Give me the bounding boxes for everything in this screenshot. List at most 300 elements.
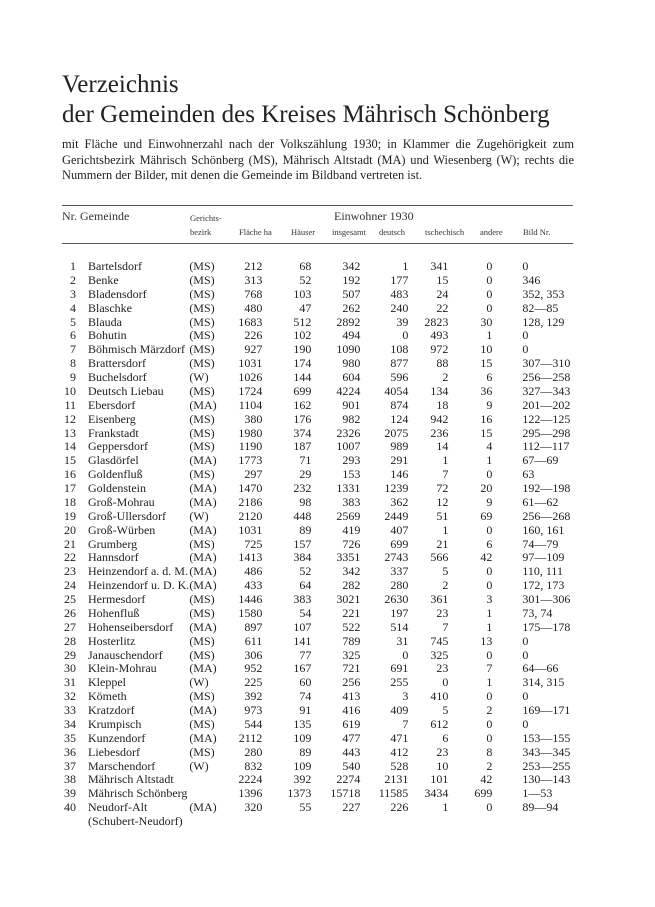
- row-number: 33: [64, 703, 76, 717]
- gemeinde-name: Bohutin: [88, 328, 127, 343]
- gerichtsbezirk: (MS): [189, 272, 215, 287]
- row-number: 9: [70, 370, 76, 384]
- gerichtsbezirk: (MS): [189, 425, 215, 440]
- einwohner-tschechisch: [408, 815, 448, 829]
- row-number: 7: [70, 342, 76, 357]
- table-row: [62, 551, 570, 565]
- gerichtsbezirk: (MA): [189, 619, 217, 634]
- einwohner-tschechisch: 88: [436, 356, 449, 371]
- einwohner-deutsch: 362: [390, 494, 409, 509]
- einwohner-andere: 1: [486, 605, 493, 620]
- table-row: [62, 773, 570, 787]
- page-title-line-2: der Gemeinden des Kreises Mährisch Schönberg: [62, 101, 550, 128]
- einwohner-insgesamt: 443: [342, 744, 361, 759]
- einwohner-deutsch: 197: [390, 605, 409, 620]
- gemeinde-name: Marschendorf: [88, 758, 156, 773]
- einwohner-tschechisch: 1: [442, 453, 449, 468]
- einwohner-deutsch: 1: [402, 259, 409, 273]
- flaeche-ha: 1190: [238, 439, 263, 454]
- gerichtsbezirk: (MA): [189, 578, 217, 593]
- einwohner-andere: [448, 815, 492, 829]
- table-row: [62, 288, 570, 302]
- gemeinde-name: Mährisch Altstadt: [88, 772, 174, 787]
- haeuser: 174: [293, 356, 312, 371]
- haeuser: 47: [299, 300, 312, 315]
- bild-nr: 130—143: [522, 772, 571, 787]
- table-row: [62, 690, 570, 704]
- einwohner-insgesamt: 192: [342, 272, 361, 287]
- table-row: [62, 746, 570, 760]
- gemeinde-name: Heinzendorf a. d. M.: [88, 564, 188, 579]
- gerichtsbezirk: (MS): [189, 744, 215, 759]
- einwohner-insgesamt: 1331: [336, 481, 361, 495]
- row-number: 20: [64, 522, 76, 537]
- bild-nr: 314, 315: [522, 675, 565, 690]
- gemeinde-name: Goldenfluß: [88, 467, 143, 482]
- einwohner-deutsch: 7: [402, 716, 409, 731]
- einwohner-deutsch: 989: [390, 439, 409, 454]
- einwohner-andere: 0: [486, 564, 493, 579]
- gerichtsbezirk: [189, 815, 229, 829]
- gemeinde-name: Neudorf-Alt: [88, 800, 148, 815]
- flaeche-ha: 306: [244, 647, 263, 662]
- einwohner-andere: 6: [486, 370, 493, 384]
- einwohner-deutsch: 407: [390, 522, 409, 537]
- flaeche-ha: 897: [244, 619, 263, 634]
- einwohner-andere: 0: [486, 467, 493, 482]
- einwohner-deutsch: 226: [390, 800, 409, 815]
- flaeche-ha: 2112: [238, 730, 263, 745]
- einwohner-tschechisch: 1: [442, 800, 449, 815]
- table-row: [62, 385, 570, 399]
- gemeinde-name: Deutsch Liebau: [88, 383, 164, 398]
- gerichtsbezirk: (MA): [189, 522, 217, 537]
- gemeinde-name: Hannsdorf: [88, 550, 139, 565]
- gerichtsbezirk: (W): [189, 675, 209, 690]
- table-row: [62, 538, 570, 552]
- einwohner-andere: 1: [486, 453, 493, 468]
- row-number: 30: [64, 661, 76, 676]
- row-number: 6: [70, 328, 76, 343]
- einwohner-tschechisch: 325: [430, 647, 449, 662]
- gemeinde-name: Groß-Mohrau: [88, 494, 155, 509]
- row-number: 14: [64, 439, 76, 454]
- einwohner-deutsch: 291: [390, 453, 409, 468]
- table-row: [62, 676, 570, 690]
- einwohner-andere: 0: [486, 578, 493, 593]
- bild-nr: 327—343: [522, 383, 571, 398]
- bild-nr: 0: [522, 328, 529, 343]
- gemeinde-name: Hosterlitz: [88, 633, 136, 648]
- bild-nr: 201—202: [522, 397, 571, 412]
- einwohner-andere: 699: [474, 786, 493, 801]
- einwohner-andere: 0: [486, 647, 493, 662]
- einwohner-insgesamt: 901: [342, 397, 361, 412]
- gerichtsbezirk: (MS): [189, 342, 215, 357]
- einwohner-andere: 7: [486, 661, 493, 676]
- flaeche-ha: 1470: [238, 481, 263, 495]
- table-row: [62, 357, 570, 371]
- einwohner-tschechisch: 23: [436, 605, 449, 620]
- einwohner-insgesamt: 980: [342, 356, 361, 371]
- haeuser: 374: [293, 425, 312, 440]
- table-row: [62, 427, 570, 441]
- gerichtsbezirk: (W): [189, 370, 209, 384]
- bild-nr: 1—53: [522, 786, 553, 801]
- table-row: [62, 468, 570, 482]
- einwohner-deutsch: 874: [390, 397, 409, 412]
- einwohner-deutsch: 255: [390, 675, 409, 690]
- flaeche-ha: 313: [244, 272, 263, 287]
- gemeinde-name: (Schubert-Neudorf): [88, 814, 183, 828]
- einwohner-andere: 0: [486, 300, 493, 315]
- einwohner-andere: 42: [480, 772, 493, 787]
- haeuser: 52: [299, 564, 312, 579]
- einwohner-tschechisch: 566: [430, 550, 449, 565]
- row-number: 36: [64, 744, 76, 759]
- bild-nr: 89—94: [522, 800, 559, 815]
- einwohner-andere: 0: [486, 259, 493, 273]
- flaeche-ha: 611: [244, 633, 263, 648]
- bild-nr: 169—171: [522, 703, 571, 717]
- einwohner-deutsch: 2630: [384, 592, 409, 606]
- einwohner-insgesamt: 2892: [336, 314, 361, 329]
- bild-nr: 97—109: [522, 550, 565, 565]
- flaeche-ha: 1980: [238, 425, 263, 440]
- haeuser: 109: [293, 730, 312, 745]
- einwohner-andere: 15: [480, 425, 493, 440]
- einwohner-andere: 13: [480, 633, 493, 648]
- bild-nr: 256—258: [522, 370, 571, 384]
- row-number: 18: [64, 494, 76, 509]
- row-number: 22: [64, 550, 76, 565]
- header-insgesamt: insgesamt: [332, 227, 366, 237]
- gemeinde-name: Kratzdorf: [88, 703, 135, 717]
- bild-nr: 253—255: [522, 758, 571, 773]
- einwohner-andere: 3: [486, 592, 493, 606]
- gemeinde-name: Heinzendorf u. D. K.: [88, 578, 190, 593]
- einwohner-andere: 8: [486, 744, 493, 759]
- haeuser: 103: [293, 286, 312, 301]
- header-bezirk: bezirk: [190, 227, 212, 237]
- gerichtsbezirk: (MS): [189, 439, 215, 454]
- einwohner-andere: 2: [486, 703, 493, 717]
- gerichtsbezirk: (MS): [189, 300, 215, 315]
- einwohner-tschechisch: 6: [442, 730, 449, 745]
- table-row: [62, 704, 570, 718]
- gerichtsbezirk: (MS): [189, 259, 215, 273]
- table-row: [62, 565, 570, 579]
- einwohner-insgesamt: 507: [342, 286, 361, 301]
- gerichtsbezirk: (MS): [189, 716, 215, 731]
- table-row: [62, 482, 570, 496]
- einwohner-deutsch: 31: [396, 633, 409, 648]
- haeuser: 52: [299, 272, 312, 287]
- haeuser: 107: [293, 619, 312, 634]
- flaeche-ha: 212: [244, 259, 263, 273]
- einwohner-insgesamt: 726: [342, 536, 361, 551]
- haeuser: 60: [299, 675, 312, 690]
- flaeche-ha: 486: [244, 564, 263, 579]
- gemeinde-name: Krumpisch: [88, 716, 142, 731]
- einwohner-deutsch: 2449: [384, 508, 409, 523]
- einwohner-insgesamt: 721: [342, 661, 361, 676]
- einwohner-insgesamt: 262: [342, 300, 361, 315]
- haeuser: 167: [293, 661, 312, 676]
- flaeche-ha: 297: [244, 467, 263, 482]
- flaeche-ha: 1580: [238, 605, 263, 620]
- einwohner-insgesamt: 293: [342, 453, 361, 468]
- einwohner-tschechisch: 72: [436, 481, 449, 495]
- gerichtsbezirk: (MS): [189, 383, 215, 398]
- einwohner-insgesamt: 256: [342, 675, 361, 690]
- gemeinde-name: Kömeth: [88, 689, 127, 704]
- einwohner-insgesamt: 2569: [336, 508, 361, 523]
- bild-nr: 175—178: [522, 619, 571, 634]
- haeuser: 512: [293, 314, 312, 329]
- einwohner-deutsch: 1239: [384, 481, 409, 495]
- einwohner-insgesamt: 4224: [336, 383, 361, 398]
- einwohner-deutsch: 471: [390, 730, 409, 745]
- einwohner-deutsch: 4054: [384, 383, 409, 398]
- row-number: 1: [70, 259, 76, 273]
- einwohner-andere: 36: [480, 383, 493, 398]
- row-number: 26: [64, 605, 76, 620]
- einwohner-insgesamt: 282: [342, 578, 361, 593]
- einwohner-tschechisch: 23: [436, 744, 449, 759]
- header-bild: Bild Nr.: [523, 227, 551, 237]
- bild-nr: 64—66: [522, 661, 559, 676]
- table-row: [62, 274, 570, 288]
- haeuser: 89: [299, 744, 312, 759]
- einwohner-andere: 0: [486, 800, 493, 815]
- bild-nr: 122—125: [522, 411, 571, 426]
- einwohner-insgesamt: 2326: [336, 425, 361, 440]
- table-row: [62, 579, 570, 593]
- gerichtsbezirk: (MA): [189, 494, 217, 509]
- flaeche-ha: 280: [244, 744, 263, 759]
- einwohner-deutsch: 337: [390, 564, 409, 579]
- table-row: [62, 732, 570, 746]
- table-row: [62, 593, 570, 607]
- haeuser: 77: [299, 647, 312, 662]
- flaeche-ha: 1031: [238, 522, 263, 537]
- einwohner-andere: 1: [486, 619, 493, 634]
- header-haeuser: Häuser: [291, 227, 316, 237]
- gemeinde-name: Glasdörfel: [88, 453, 139, 468]
- table-row: [62, 787, 570, 801]
- row-number: 35: [64, 730, 76, 745]
- bild-nr: 192—198: [522, 481, 571, 495]
- einwohner-tschechisch: 5: [442, 703, 449, 717]
- einwohner-deutsch: 412: [390, 744, 409, 759]
- gemeinde-name: Groß-Ullersdorf: [88, 508, 166, 523]
- flaeche-ha: 380: [244, 411, 263, 426]
- row-number: 23: [64, 564, 76, 579]
- table-row: [62, 718, 570, 732]
- einwohner-tschechisch: 2: [442, 578, 449, 593]
- bild-nr: 67—69: [522, 453, 559, 468]
- gerichtsbezirk: (MA): [189, 703, 217, 717]
- intro-paragraph: mit Fläche und Einwohnerzahl nach der Volkszählung 1930; in Klammer die Zugehörigkeit zum Gerichtsbezirk Mährisch Schönberg (MS), Mährisch Altstadt (MA) und Wiesenberg (W); rechts die Nummern der Bilder, mit denen die Gemeinde im Bildband vertreten ist.: [62, 137, 574, 182]
- row-number: 17: [64, 481, 76, 495]
- table-row: [62, 815, 570, 829]
- bild-nr: 0: [522, 716, 529, 731]
- bild-nr: 82—85: [522, 300, 559, 315]
- gerichtsbezirk: (MA): [189, 661, 217, 676]
- bild-nr: 110, 111: [522, 564, 563, 579]
- gemeinde-name: Geppersdorf: [88, 439, 148, 454]
- einwohner-insgesamt: 2274: [336, 772, 361, 787]
- haeuser: 54: [299, 605, 312, 620]
- gemeinde-name: Hermesdorf: [88, 592, 146, 606]
- row-number: 13: [64, 425, 76, 440]
- haeuser: 383: [293, 592, 312, 606]
- bild-nr: 153—155: [522, 730, 571, 745]
- einwohner-andere: 10: [480, 342, 493, 357]
- einwohner-tschechisch: 101: [430, 772, 449, 787]
- haeuser: 190: [293, 342, 312, 357]
- einwohner-insgesamt: 413: [342, 689, 361, 704]
- row-number: 31: [64, 675, 76, 690]
- einwohner-deutsch: 514: [390, 619, 409, 634]
- row-number: 27: [64, 619, 76, 634]
- flaeche-ha: 2224: [238, 772, 263, 787]
- einwohner-insgesamt: 15718: [330, 786, 361, 801]
- gerichtsbezirk: (MA): [189, 730, 217, 745]
- bild-nr: 0: [522, 633, 529, 648]
- haeuser: 102: [293, 328, 312, 343]
- einwohner-insgesamt: 3351: [336, 550, 361, 565]
- einwohner-insgesamt: 1007: [336, 439, 361, 454]
- bild-nr: 352, 353: [522, 286, 565, 301]
- gemeinde-name: Bladensdorf: [88, 286, 147, 301]
- flaeche-ha: 392: [244, 689, 263, 704]
- flaeche-ha: 832: [244, 758, 263, 773]
- bild-nr: 73, 74: [522, 605, 553, 620]
- flaeche-ha: 1413: [238, 550, 263, 565]
- gerichtsbezirk: (MS): [189, 411, 215, 426]
- einwohner-andere: 1: [486, 675, 493, 690]
- row-number: 11: [64, 397, 76, 412]
- flaeche-ha: 1031: [238, 356, 263, 371]
- bild-nr: 128, 129: [522, 314, 565, 329]
- gemeinde-name: Goldenstein: [88, 481, 146, 495]
- haeuser: 109: [293, 758, 312, 773]
- gerichtsbezirk: (W): [189, 758, 209, 773]
- table-row: [62, 454, 570, 468]
- header-gerichts: Gerichts-: [190, 213, 222, 223]
- einwohner-tschechisch: 21: [436, 536, 449, 551]
- gemeinde-name: Mährisch Schönberg: [88, 786, 188, 801]
- flaeche-ha: 768: [244, 286, 263, 301]
- flaeche-ha: 225: [244, 675, 263, 690]
- flaeche-ha: 544: [244, 716, 263, 731]
- gerichtsbezirk: (MA): [189, 550, 217, 565]
- bild-nr: 172, 173: [522, 578, 565, 593]
- haeuser: 162: [293, 397, 312, 412]
- table-row: [62, 510, 570, 524]
- row-number: 4: [70, 300, 76, 315]
- gemeinde-name: Kleppel: [88, 675, 126, 690]
- flaeche-ha: 1773: [238, 453, 263, 468]
- einwohner-andere: 0: [486, 522, 493, 537]
- haeuser: 392: [293, 772, 312, 787]
- gemeinde-name: Brattersdorf: [88, 356, 146, 371]
- row-number: 8: [70, 356, 76, 371]
- gerichtsbezirk: (MS): [189, 356, 215, 371]
- gerichtsbezirk: [189, 787, 229, 801]
- flaeche-ha: 725: [244, 536, 263, 551]
- table-row: [62, 343, 570, 357]
- einwohner-insgesamt: 342: [342, 564, 361, 579]
- haeuser: 64: [299, 578, 312, 593]
- haeuser: [262, 815, 311, 829]
- einwohner-tschechisch: 1: [442, 522, 449, 537]
- einwohner-tschechisch: 2: [442, 370, 449, 384]
- einwohner-deutsch: 699: [390, 536, 409, 551]
- einwohner-tschechisch: 22: [436, 300, 449, 315]
- gerichtsbezirk: (MS): [189, 647, 215, 662]
- bild-nr: 301—306: [522, 592, 571, 606]
- gerichtsbezirk: (MS): [189, 592, 215, 606]
- einwohner-tschechisch: 7: [442, 467, 449, 482]
- einwohner-tschechisch: 5: [442, 564, 449, 579]
- haeuser: 141: [293, 633, 312, 648]
- flaeche-ha: 952: [244, 661, 263, 676]
- row-number: [62, 815, 76, 829]
- haeuser: 89: [299, 522, 312, 537]
- row-number: 3: [70, 286, 76, 301]
- row-number: 29: [64, 647, 76, 662]
- table-row: [62, 260, 570, 274]
- gemeinde-name: Grumberg: [88, 536, 138, 551]
- table-row: [62, 649, 570, 663]
- bild-nr: 112—117: [522, 439, 570, 454]
- einwohner-andere: 0: [486, 272, 493, 287]
- einwohner-deutsch: 3: [402, 689, 409, 704]
- einwohner-tschechisch: 236: [430, 425, 449, 440]
- bild-nr: 74—79: [522, 536, 559, 551]
- gemeinde-name: Ebersdorf: [88, 397, 136, 412]
- bild-nr: 343—345: [522, 744, 571, 759]
- einwohner-insgesamt: 494: [342, 328, 361, 343]
- header-nr-gemeinde: Nr. Gemeinde: [62, 209, 130, 223]
- gerichtsbezirk: (MS): [189, 605, 215, 620]
- table-row: [62, 302, 570, 316]
- einwohner-andere: 42: [480, 550, 493, 565]
- bild-nr: [492, 815, 570, 829]
- einwohner-tschechisch: 972: [430, 342, 449, 357]
- einwohner-andere: 9: [486, 397, 493, 412]
- einwohner-deutsch: 2743: [384, 550, 409, 565]
- gemeinden-table: [62, 260, 570, 829]
- einwohner-insgesamt: 383: [342, 494, 361, 509]
- row-number: 21: [64, 536, 76, 551]
- table-header-rule: [62, 243, 573, 244]
- einwohner-insgesamt: 416: [342, 703, 361, 717]
- einwohner-andere: 15: [480, 356, 493, 371]
- bild-nr: 0: [522, 647, 529, 662]
- bild-nr: 346: [522, 272, 541, 287]
- einwohner-andere: 69: [480, 508, 493, 523]
- einwohner-tschechisch: 0: [442, 675, 449, 690]
- flaeche-ha: 1683: [238, 314, 263, 329]
- gerichtsbezirk: (MA): [189, 564, 217, 579]
- einwohner-tschechisch: 341: [430, 259, 449, 273]
- einwohner-tschechisch: 942: [430, 411, 449, 426]
- bild-nr: 63: [522, 467, 535, 482]
